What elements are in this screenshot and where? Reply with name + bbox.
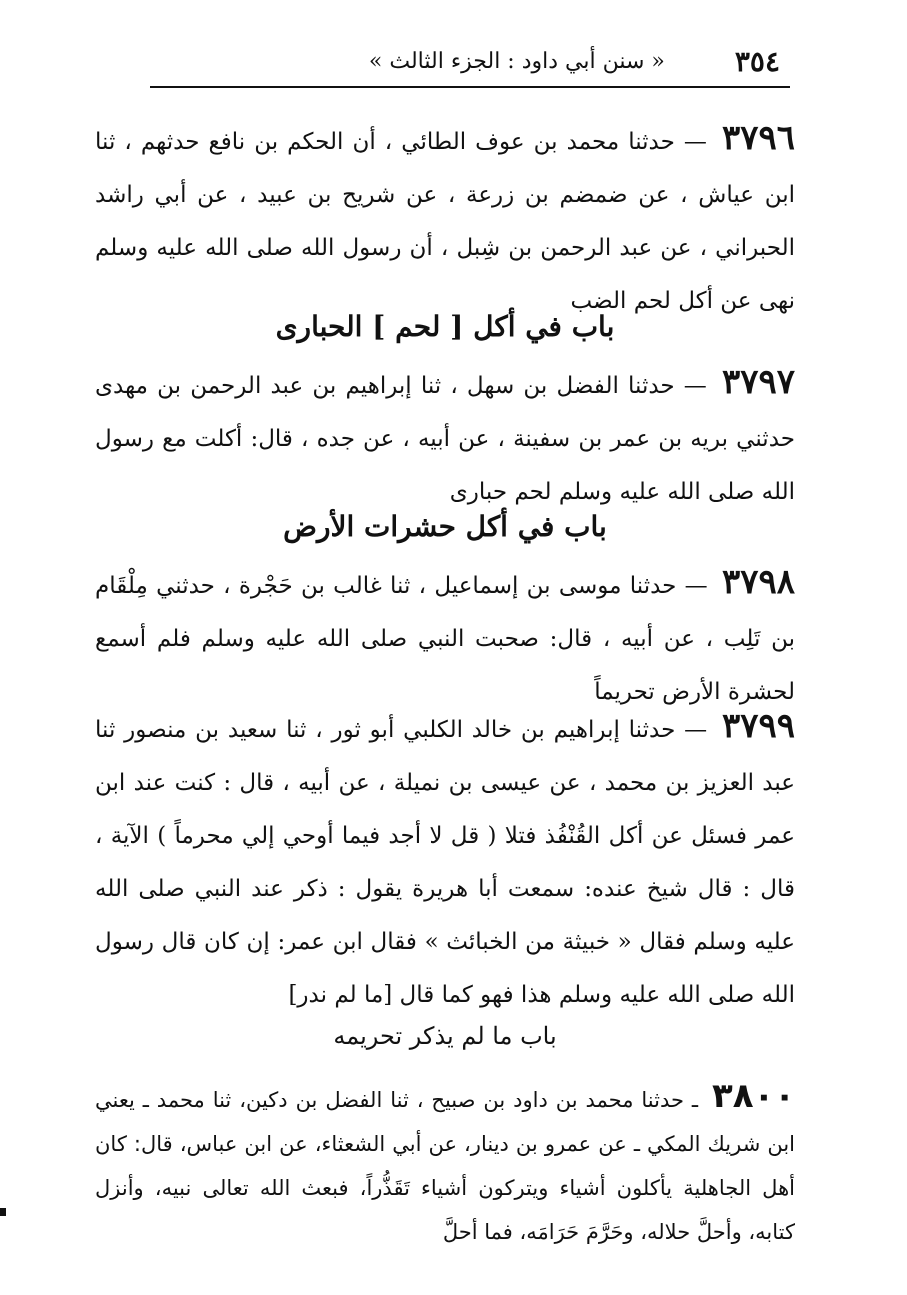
hadith-3800 <box>95 1074 795 1254</box>
hadith-3798 <box>95 556 795 719</box>
chapter-heading: باب في أكل حشرات الأرض <box>283 510 607 543</box>
hadith-number: ٣٧٩٧ <box>721 362 795 402</box>
chapter-heading: باب ما لم يذكر تحريمه <box>333 1022 557 1050</box>
hadith-text: — حدثنا محمد بن عوف الطائي ، أن الحكم بن نافع حدثهم ، ثنا ابن عياش ، عن ضمضم بن زرعة ، عن شريح بن عبيد ، عن أبي راشد الحبراني ، عن عبد الرحمن بن شِبل ، أن رسول الله صلى الله عليه وسلم نهى عن أكل لحم الضب <box>95 129 795 314</box>
chapter-heading: باب في أكل [ لحم ] الحبارى <box>275 310 615 343</box>
scan-edge-mark <box>0 1208 6 1216</box>
hadith-number: ٣٧٩٩ <box>721 706 795 746</box>
hadith-number: ٣٨٠٠ <box>711 1076 795 1116</box>
hadith-number: ٣٧٩٨ <box>721 562 795 602</box>
hadith-text: — حدثنا إبراهيم بن خالد الكلبي أبو ثور ، ثنا سعيد بن منصور ثنا عبد العزيز بن محمد ، عن عيسى بن نميلة ، عن أبيه ، قال : كنت عند ابن عمر فسئل عن أكل القُنْفُذ فتلا ( قل لا أجد فيما أوحي إلي محرماً ) الآية ، قال : قال شيخ عنده: سمعت أبا هريرة يقول : ذكر عند النبي صلى الله عليه وسلم فقال « خبيثة من الخبائث » فقال ابن عمر: إن كان قال رسول الله صلى الله عليه وسلم هذا فهو كما قال [ما لم ندر] <box>95 717 795 1008</box>
hadith-number: ٣٧٩٦ <box>721 118 796 158</box>
hadith-3797 <box>95 356 795 519</box>
hadith-text: — حدثنا الفضل بن سهل ، ثنا إبراهيم بن عبد الرحمن بن مهدى حدثني بريه بن عمر بن سفينة ، عن أبيه ، عن جده ، قال: أكلت مع رسول الله صلى الله عليه وسلم لحم حبارى <box>95 373 795 505</box>
header-rule <box>150 86 790 88</box>
hadith-3796 <box>95 112 795 328</box>
hadith-text: — حدثنا موسى بن إسماعيل ، ثنا غالب بن حَجْرة ، حدثني مِلْقَام بن تَلِب ، عن أبيه ، قال: صحبت النبي صلى الله عليه وسلم فلم أسمع لحشرة الأرض تحريماً <box>95 573 795 705</box>
running-title: « سنن أبي داود : الجزء الثالث » <box>368 48 665 74</box>
hadith-text: ـ حدثنا محمد بن داود بن صبيح ، ثنا الفضل بن دكين، ثنا محمد ـ يعني ابن شريك المكي ـ عن عمرو بن دينار، عن أبي الشعثاء، عن ابن عباس، قال: كان أهل الجاهلية يأكلون أشياء ويتركون أشياء تَقَذُّراً، فبعث الله تعالى نبيه، وأنزل كتابه، وأحلَّ حلاله، وحَرَّمَ حَرَامَه، فما أحلَّ <box>95 1088 795 1244</box>
hadith-3799 <box>95 700 795 1022</box>
page-number: ٣٥٤ <box>734 44 780 78</box>
page-header <box>150 38 790 84</box>
